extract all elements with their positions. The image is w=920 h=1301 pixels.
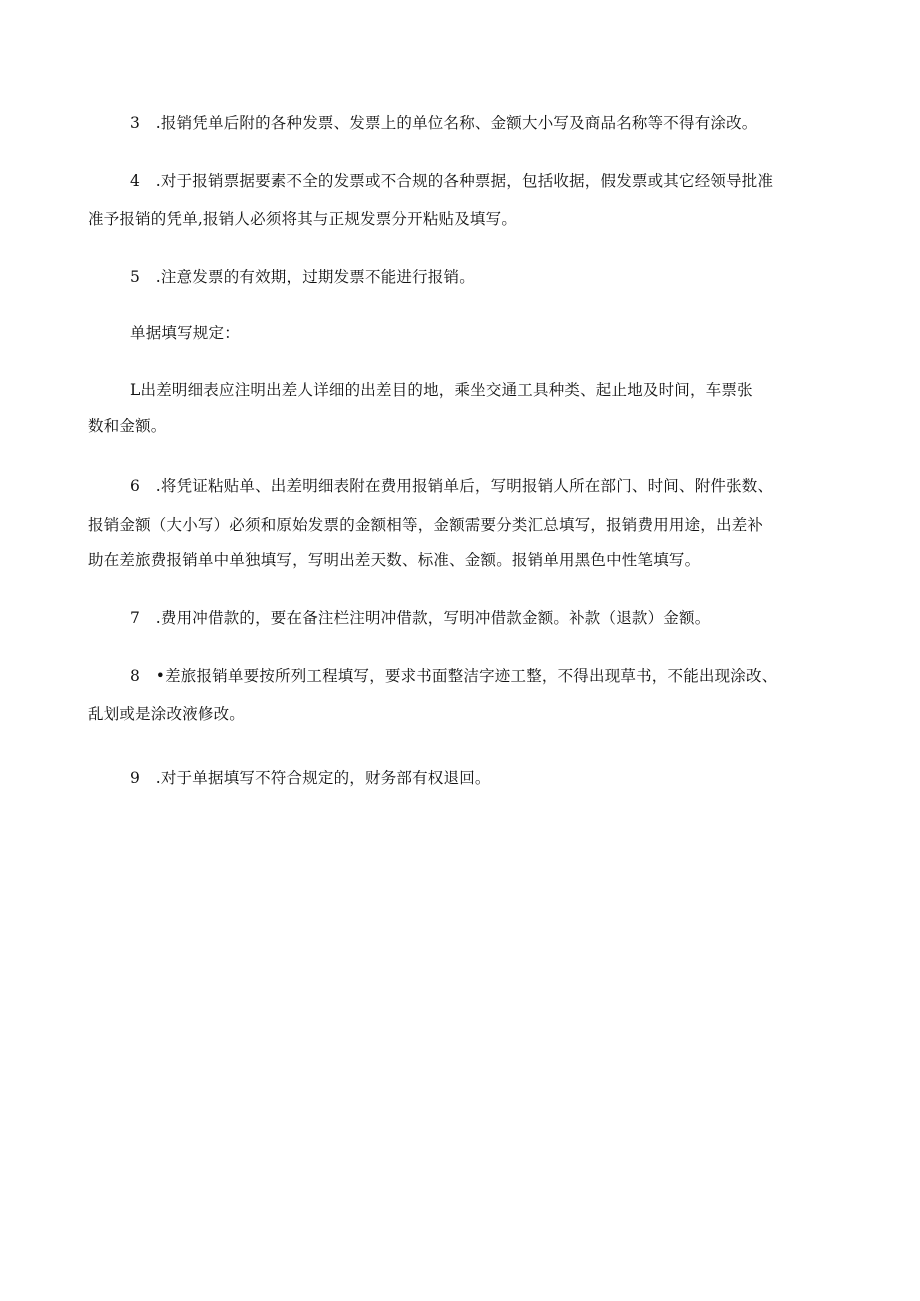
rule-3-line-1: 3 .报销凭单后附的各种发票、发票上的单位名称、金额大小写及商品名称等不得有涂改。 [130,114,758,132]
rule-9-line-1: 9 .对于单据填写不符合规定的，财务部有权退回。 [130,769,491,787]
rule-4-line-1: 4 .对于报销票据要素不全的发票或不合规的各种票据，包括收据，假发票或其它经领导批准 [130,172,774,190]
rule-6-line-2: 报销金额（大小写）必须和原始发票的金额相等，金额需要分类汇总填写，报销费用用途，出差补 [88,516,764,534]
rule-l-line-2: 数和金额。 [88,417,167,435]
rule-8-line-2: 乱划或是涂改液修改。 [88,705,246,723]
rule-5-line-1: 5 .注意发票的有效期，过期发票不能进行报销。 [130,268,475,286]
section-heading: 单据填写规定： [130,324,240,342]
rule-6-line-3: 助在差旅费报销单中单独填写，写明出差天数、标准、金额。报销单用黑色中性笔填写。 [88,551,701,569]
rule-8-line-1: 8 •差旅报销单要按所列工程填写，要求书面整洁字迹工整，不得出现草书，不能出现涂改、 [130,667,778,685]
rule-l-line-1: L出差明细表应注明出差人详细的出差目的地，乘坐交通工具种类、起止地及时间，车票张 [130,381,753,399]
rule-6-line-1: 6 .将凭证粘贴单、出差明细表附在费用报销单后，写明报销人所在部门、时间、附件张数、 [130,477,774,495]
rule-7-line-1: 7 .费用冲借款的，要在备注栏注明冲借款，写明冲借款金额。补款（退款）金额。 [130,609,711,627]
rule-4-line-2: 准予报销的凭单,报销人必须将其与正规发票分开粘贴及填写。 [88,210,518,228]
